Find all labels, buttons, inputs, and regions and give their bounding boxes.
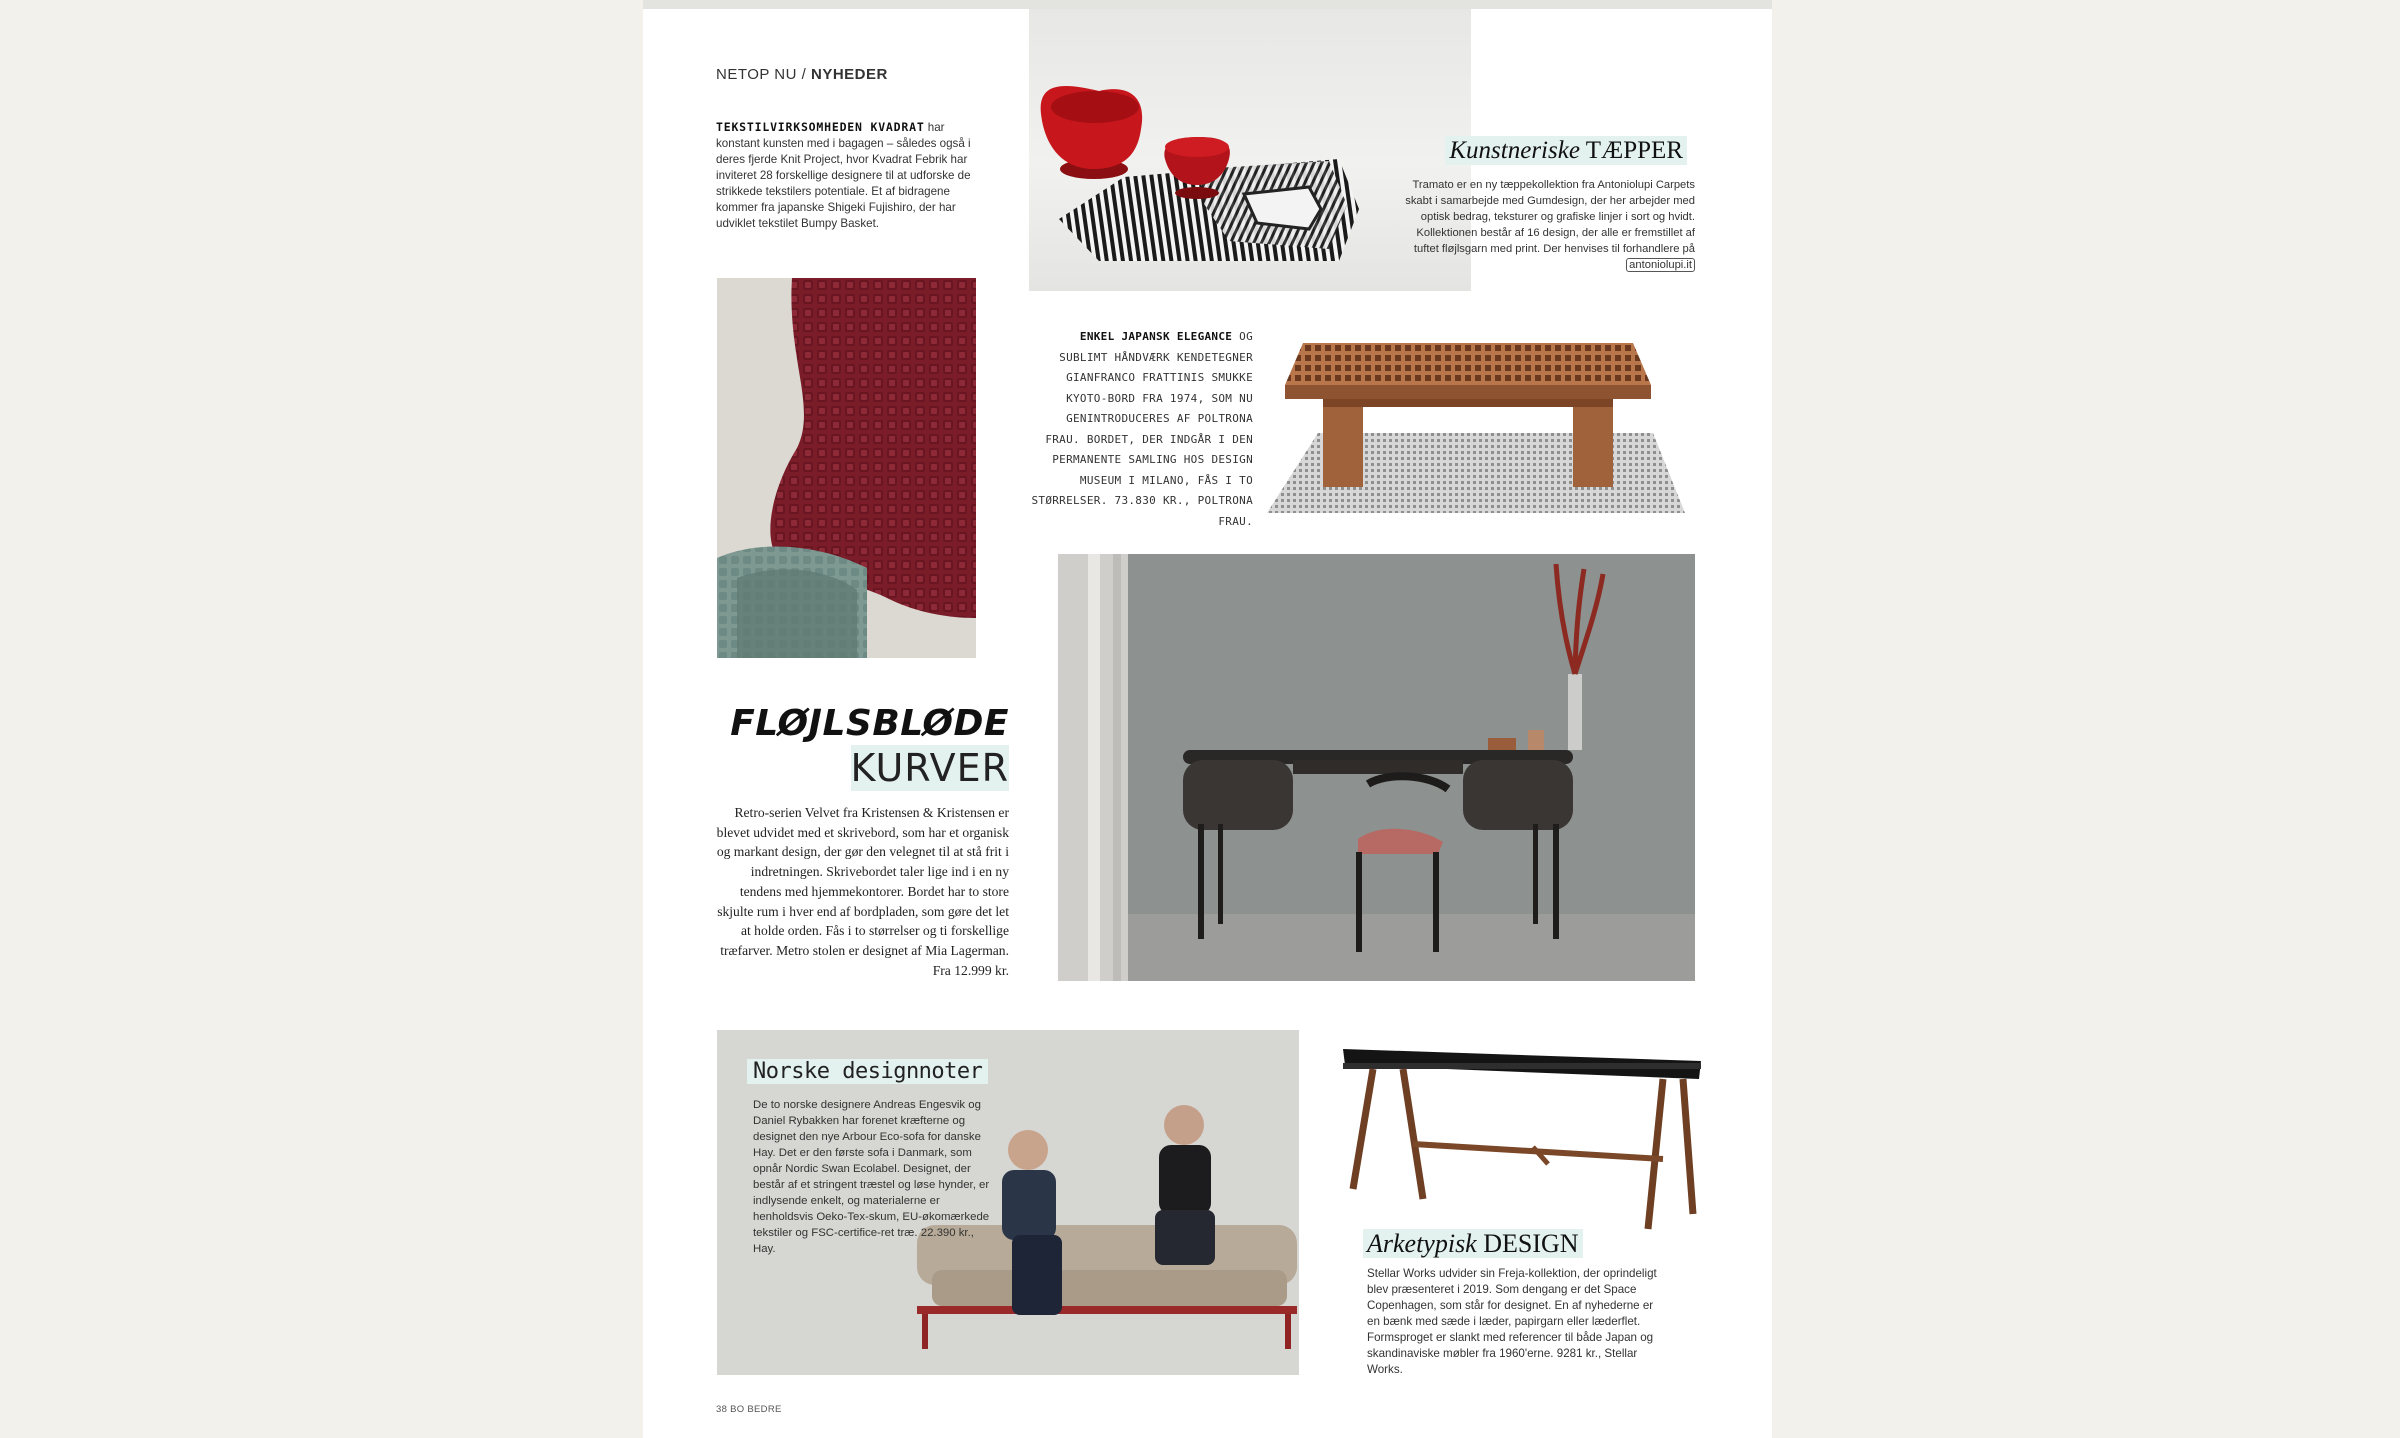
freja-title-caps: DESIGN <box>1483 1229 1579 1258</box>
kvadrat-article <box>716 119 981 232</box>
norway-article <box>753 1097 993 1257</box>
bench-photo <box>1333 1029 1713 1239</box>
carpets-text: Tramato er en ny tæppekollektion fra Antoniolupi Carpets skabt i samarbejde med Gumdesign, der her arbejder med optisk bedrag, teksturer og grafiske linjer i sort og hvidt. Kollektionen består af 16 design, der alle er fremstillet af tuftet fløjlsgarn med print. Der henvises til forhandlere på <box>1405 179 1695 255</box>
section-label: NETOP NU <box>716 66 797 83</box>
desk-photo <box>1058 554 1695 981</box>
velvet-text: Retro-serien Velvet fra Kristensen & Kristensen er blevet udvidet med et skrivebord, som har et organisk og markant design, der gør den velegnet til at stå frit i indretningen. Skrivebordet taler lige ind i en ny tendens med hjemmekontorer. Bordet har to store skjulte rum i hver end af bordpladen, som gøre det let at holde orden. Fås i to størrelser og ti forskellige træfarver. Metro stolen er designet af Mia Lagerman. Fra 12.999 kr. <box>716 805 1009 978</box>
norway-title: Norske designnoter <box>747 1059 988 1084</box>
bench-illustration <box>1333 1029 1713 1239</box>
top-edge-bar <box>643 0 1772 9</box>
running-header <box>716 66 888 83</box>
desk-illustration <box>1058 554 1695 981</box>
kyoto-text: OG SUBLIMT HÅNDVÆRK KENDETEGNER GIANFRANCO FRATTINIS SMUKKE KYOTO-BORD FRA 1974, SOM NU GENINTRODUCERES AF POLTRONA FRAU. BORDET, DER INDGÅR I DEN PERMANENTE SAMLING HOS DESIGN MUSEUM I MILANO, FÅS I TO STØRRELSER. 73.830 KR., POLTRONA FRAU. <box>1031 330 1253 528</box>
velvet-title-1: FLØJLSBLØDE <box>730 703 1009 744</box>
velvet-article <box>713 803 1009 980</box>
velvet-title-2: KURVER <box>850 746 1009 790</box>
magazine-name: BO BEDRE <box>730 1404 782 1415</box>
page-footer <box>716 1404 782 1415</box>
antoniolupi-link[interactable]: antoniolupi.it <box>1626 258 1695 272</box>
subsection-label: NYHEDER <box>810 66 888 83</box>
freja-text: Stellar Works udvider sin Freja-kollektion, der oprindeligt blev præsenteret i 2019. Som dengang er det Space Copenhagen, som står for designet. En af nyhederne er en bænk med sæde i læder, papirgarn eller læderflet. Formsproget er slankt med referencer til både Japan og skandinaviske møbler fra 1960'erne. 9281 kr., Stellar Works. <box>1367 1267 1657 1376</box>
header-separator: / <box>801 66 807 83</box>
kyoto-table-illustration <box>1263 313 1685 519</box>
magazine-page <box>643 9 1772 1438</box>
freja-article <box>1367 1266 1667 1378</box>
freja-heading <box>1363 1229 1583 1259</box>
norway-text: De to norske designere Andreas Engesvik og Daniel Rybakken har forenet kræfterne og designet den nye Arbour Eco-sofa for danske Hay. Det er den første sofa i Danmark, som opnår Nordic Swan Ecolabel. Designet, der består af et stringent træstel og løse hynder, er indlysende enkelt, og materialerne er henholdsvis Oeko-Tex-skum, EU-økomærkede tekstiler og FSC-certifice-ret træ. 22.390 kr., Hay. <box>753 1099 990 1255</box>
kyoto-lead: ENKEL JAPANSK ELEGANCE <box>1079 330 1233 343</box>
kvadrat-lead: TEKSTILVIRKSOMHEDEN KVADRAT <box>716 120 925 134</box>
basket-photo <box>717 278 976 658</box>
basket-illustration <box>717 278 976 658</box>
carpets-title-italic: Kunstneriske <box>1449 137 1580 164</box>
kvadrat-text: har konstant kunsten med i bagagen – således også i deres fjerde Knit Project, hvor Kvadrat Febrik har inviteret 28 forskellige designere til at udforske de strikkede tekstilers potentiale. Et af bidragene kommer fra japanske Shigeki Fujishiro, der har udviklet tekstilet Bumpy Basket. <box>716 121 971 230</box>
norway-heading <box>747 1059 988 1084</box>
carpets-heading <box>1427 137 1687 165</box>
freja-title-italic: Arketypisk <box>1367 1229 1477 1258</box>
kyoto-table-photo <box>1263 313 1685 519</box>
carpets-article <box>1395 177 1695 273</box>
carpets-title-caps: TÆPPER <box>1585 137 1683 164</box>
kyoto-article <box>1027 327 1253 532</box>
page-number: 38 <box>716 1404 728 1415</box>
velvet-heading <box>703 703 1009 791</box>
